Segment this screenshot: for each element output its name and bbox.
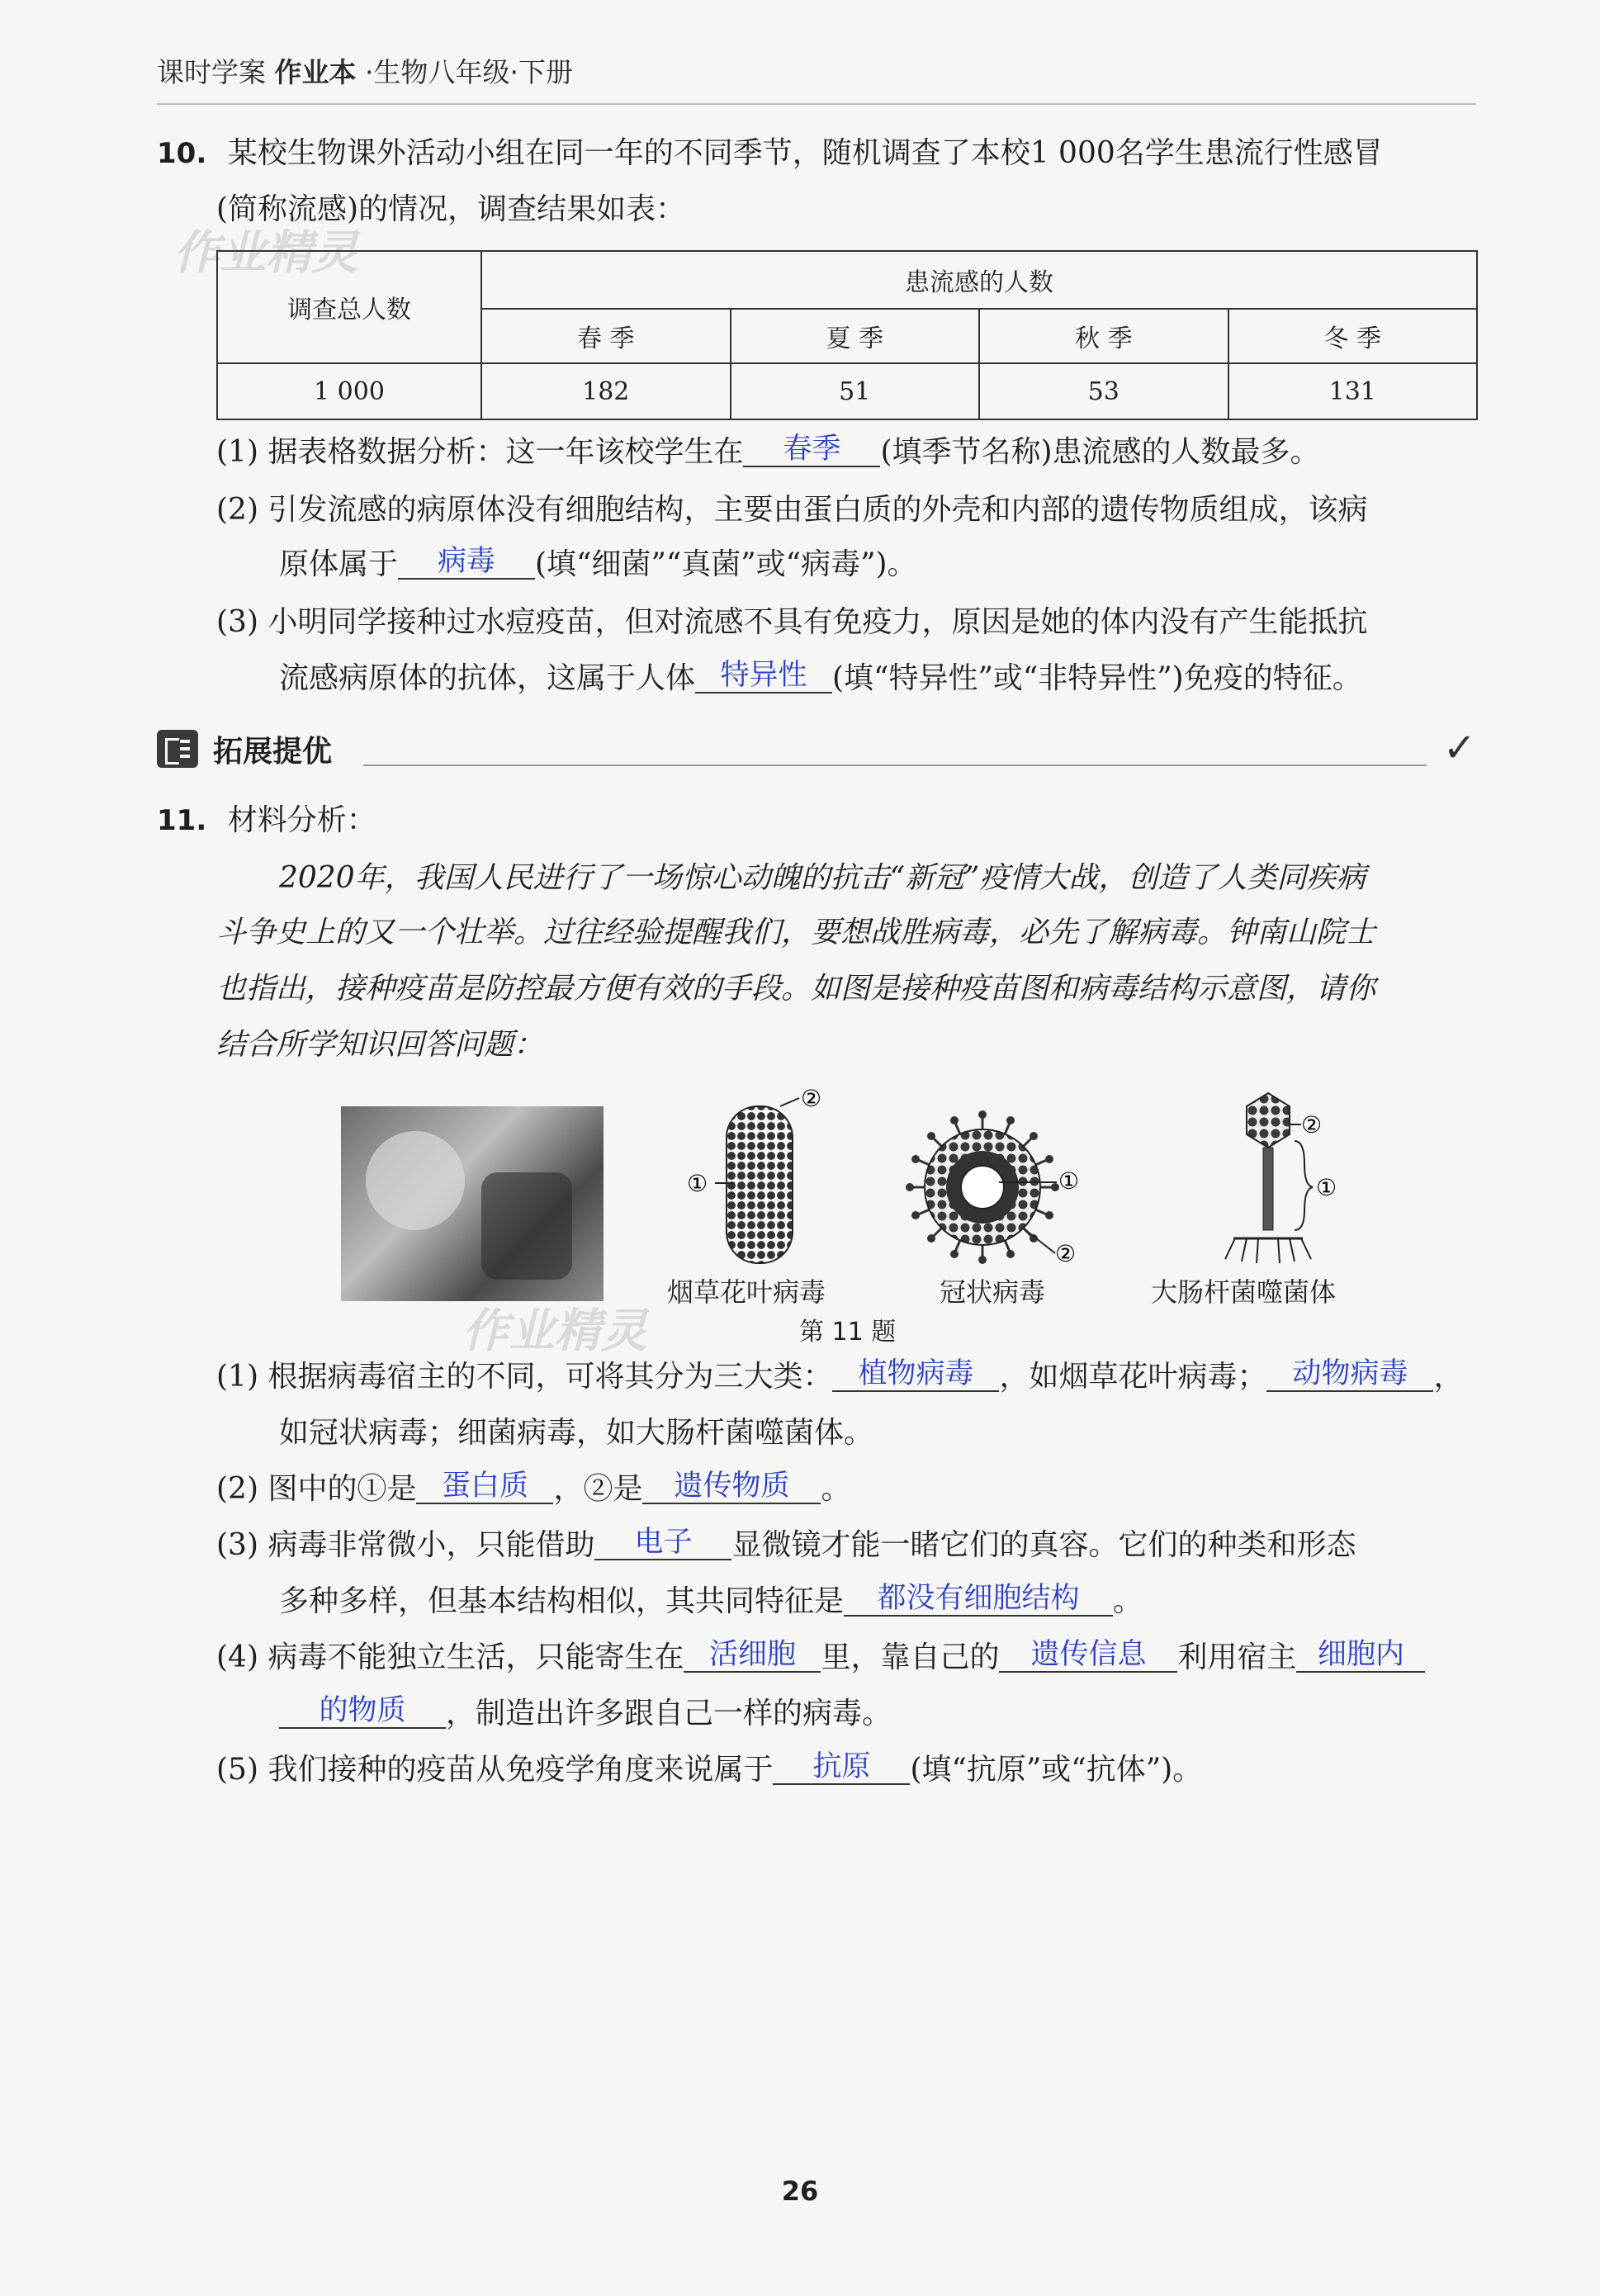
text: 。 <box>1113 1584 1143 1618</box>
phage-diagram <box>1225 1093 1337 1263</box>
table-header-season: 夏 季 <box>731 309 980 363</box>
text: 多种多样，但基本结构相似，其共同特征是 <box>279 1584 845 1618</box>
q10-stem-line1 <box>157 135 1383 172</box>
text: (填“特异性”或“非特异性”)免疫的特征。 <box>832 661 1362 695</box>
text: (2) 图中的①是 <box>216 1472 417 1506</box>
answer-blank: 动物病毒 <box>1266 1357 1433 1392</box>
text: (填“细菌”“真菌”或“病毒”)。 <box>535 547 917 581</box>
caption-coronavirus: 冠状病毒 <box>940 1276 1046 1308</box>
table-header-group: 患流感的人数 <box>481 251 1477 309</box>
text: (1) 根据病毒宿主的不同，可将其分为三大类： <box>216 1360 833 1394</box>
vaccination-photo <box>341 1106 604 1301</box>
text: 。 <box>821 1472 851 1506</box>
label-marker-2: ② <box>801 1085 822 1112</box>
q10-number: 10. <box>157 137 207 170</box>
q11-part4-line1 <box>216 1640 1425 1676</box>
text: 流感病原体的抗体，这属于人体 <box>279 661 696 695</box>
table-header-season: 春 季 <box>481 309 731 363</box>
answer-blank: 抗原 <box>773 1750 910 1785</box>
q10-part1 <box>216 434 1320 471</box>
text: ，②是 <box>553 1472 643 1506</box>
header-book: 作业本 <box>274 56 357 88</box>
text: (填“抗原”或“抗体”)。 <box>910 1753 1203 1787</box>
running-header <box>157 51 573 90</box>
q10-part2-line1: (2) 引发流感的病原体没有细胞结构，主要由蛋白质的外壳和内部的遗传物质组成，该病 <box>216 493 1368 527</box>
text: (1) 据表格数据分析：这一年该校学生在 <box>216 435 744 469</box>
caption-phage: 大肠杆菌噬菌体 <box>1151 1276 1337 1308</box>
text: 利用宿主 <box>1177 1640 1297 1674</box>
book-icon <box>157 730 198 768</box>
q10-stem-line2: (简称流感)的情况，调查结果如表： <box>216 192 686 226</box>
q11-stem <box>157 802 376 839</box>
coronavirus-diagram <box>906 1110 1079 1267</box>
answer-blank: 遗传物质 <box>642 1470 821 1504</box>
virus-diagrams <box>677 1082 1420 1271</box>
table-header-season: 秋 季 <box>979 309 1228 363</box>
table-cell-value: 131 <box>1228 363 1478 419</box>
q11-part3-line1 <box>216 1527 1356 1564</box>
table-cell-total: 1 000 <box>217 363 481 419</box>
text: 里，靠自己的 <box>821 1640 1000 1674</box>
page-number: 26 <box>781 2175 819 2207</box>
answer-blank: 植物病毒 <box>832 1357 999 1392</box>
tmv-diagram <box>687 1085 821 1263</box>
q10-part2-line2 <box>279 547 917 583</box>
table-cell-value: 53 <box>979 363 1228 419</box>
q11-part2 <box>216 1471 850 1508</box>
text: (3) 病毒非常微小，只能借助 <box>216 1528 595 1562</box>
flu-survey-table <box>216 250 1478 420</box>
answer-blank: 活细胞 <box>684 1638 821 1673</box>
answer-blank: 蛋白质 <box>416 1470 553 1504</box>
q10-part3-line1: (3) 小明同学接种过水痘疫苗，但对流感不具有免疫力，原因是她的体内没有产生能抵抗 <box>216 605 1368 639</box>
answer-blank: 电子 <box>594 1526 731 1560</box>
header-series: 课时学案 <box>157 56 266 88</box>
q11-part3-line2 <box>279 1584 1143 1620</box>
answer-blank: 特异性 <box>695 659 832 694</box>
q11-part1-line2: 如冠状病毒；细菌病毒，如大肠杆菌噬菌体。 <box>279 1416 874 1450</box>
answer-blank: 细胞内 <box>1296 1638 1425 1673</box>
text: (填季节名称)患流感的人数最多。 <box>880 435 1320 469</box>
label-marker-2: ② <box>1301 1111 1323 1139</box>
section-title: 拓展提优 <box>213 735 333 769</box>
answer-blank: 都没有细胞结构 <box>844 1582 1113 1617</box>
answer-blank: 病毒 <box>398 545 535 580</box>
text: ，制造出许多跟自己一样的病毒。 <box>446 1697 892 1730</box>
checkmark-icon: ✓ <box>1442 725 1476 771</box>
watermark: 作业精灵 <box>462 1304 647 1358</box>
answer-blank: 的物质 <box>279 1694 446 1729</box>
label-marker-1: ① <box>687 1170 708 1197</box>
table-cell-value: 51 <box>731 363 980 419</box>
q11-material: 也指出，接种疫苗是防控最方便有效的手段。如图是接种疫苗图和病毒结构示意图，请你 <box>216 972 1376 1006</box>
text: 显微镜才能一睹它们的真容。它们的种类和形态 <box>731 1528 1356 1562</box>
label-marker-1: ① <box>1316 1174 1337 1201</box>
header-rule <box>157 103 1476 105</box>
answer-blank: 春季 <box>743 433 880 467</box>
table-header-total: 调查总人数 <box>217 251 481 363</box>
section-extension <box>157 725 1476 774</box>
label-marker-1: ① <box>1058 1167 1080 1195</box>
text: (5) 我们接种的疫苗从免疫学角度来说属于 <box>216 1753 774 1787</box>
q11-material: 2020年，我国人民进行了一场惊心动魄的抗击“新冠”疫情大战，创造了人类同疾病 <box>279 861 1366 895</box>
q11-number: 11. <box>157 804 207 837</box>
text: ，如烟草花叶病毒； <box>999 1360 1267 1394</box>
q11-part5 <box>216 1752 1202 1788</box>
q11-material: 结合所学知识回答问题： <box>216 1028 544 1062</box>
caption-tmv: 烟草花叶病毒 <box>667 1276 826 1308</box>
text: ， <box>1433 1360 1464 1394</box>
text: 材料分析： <box>227 803 376 837</box>
text: 原体属于 <box>279 547 399 581</box>
section-rule <box>363 765 1427 766</box>
watermark: 作业精灵 <box>173 226 358 280</box>
q11-part4-line2 <box>279 1696 892 1732</box>
answer-blank: 遗传信息 <box>999 1638 1177 1673</box>
q11-material: 斗争史上的又一个壮举。过往经验提醒我们，要想战胜病毒，必先了解病毒。钟南山院士 <box>216 916 1376 949</box>
q10-stem: 某校生物课外活动小组在同一年的不同季节，随机调查了本校1 000名学生患流行性感冒 <box>227 136 1383 170</box>
label-marker-2: ② <box>1055 1240 1077 1267</box>
q10-part3-line2 <box>279 660 1362 697</box>
header-subject: ·生物八年级·下册 <box>365 56 573 88</box>
table-cell-value: 182 <box>481 363 731 419</box>
q11-part1-line1 <box>216 1359 1463 1395</box>
figure-caption: 第 11 题 <box>799 1318 897 1347</box>
text: (4) 病毒不能独立生活，只能寄生在 <box>216 1640 684 1674</box>
table-header-season: 冬 季 <box>1228 309 1478 363</box>
